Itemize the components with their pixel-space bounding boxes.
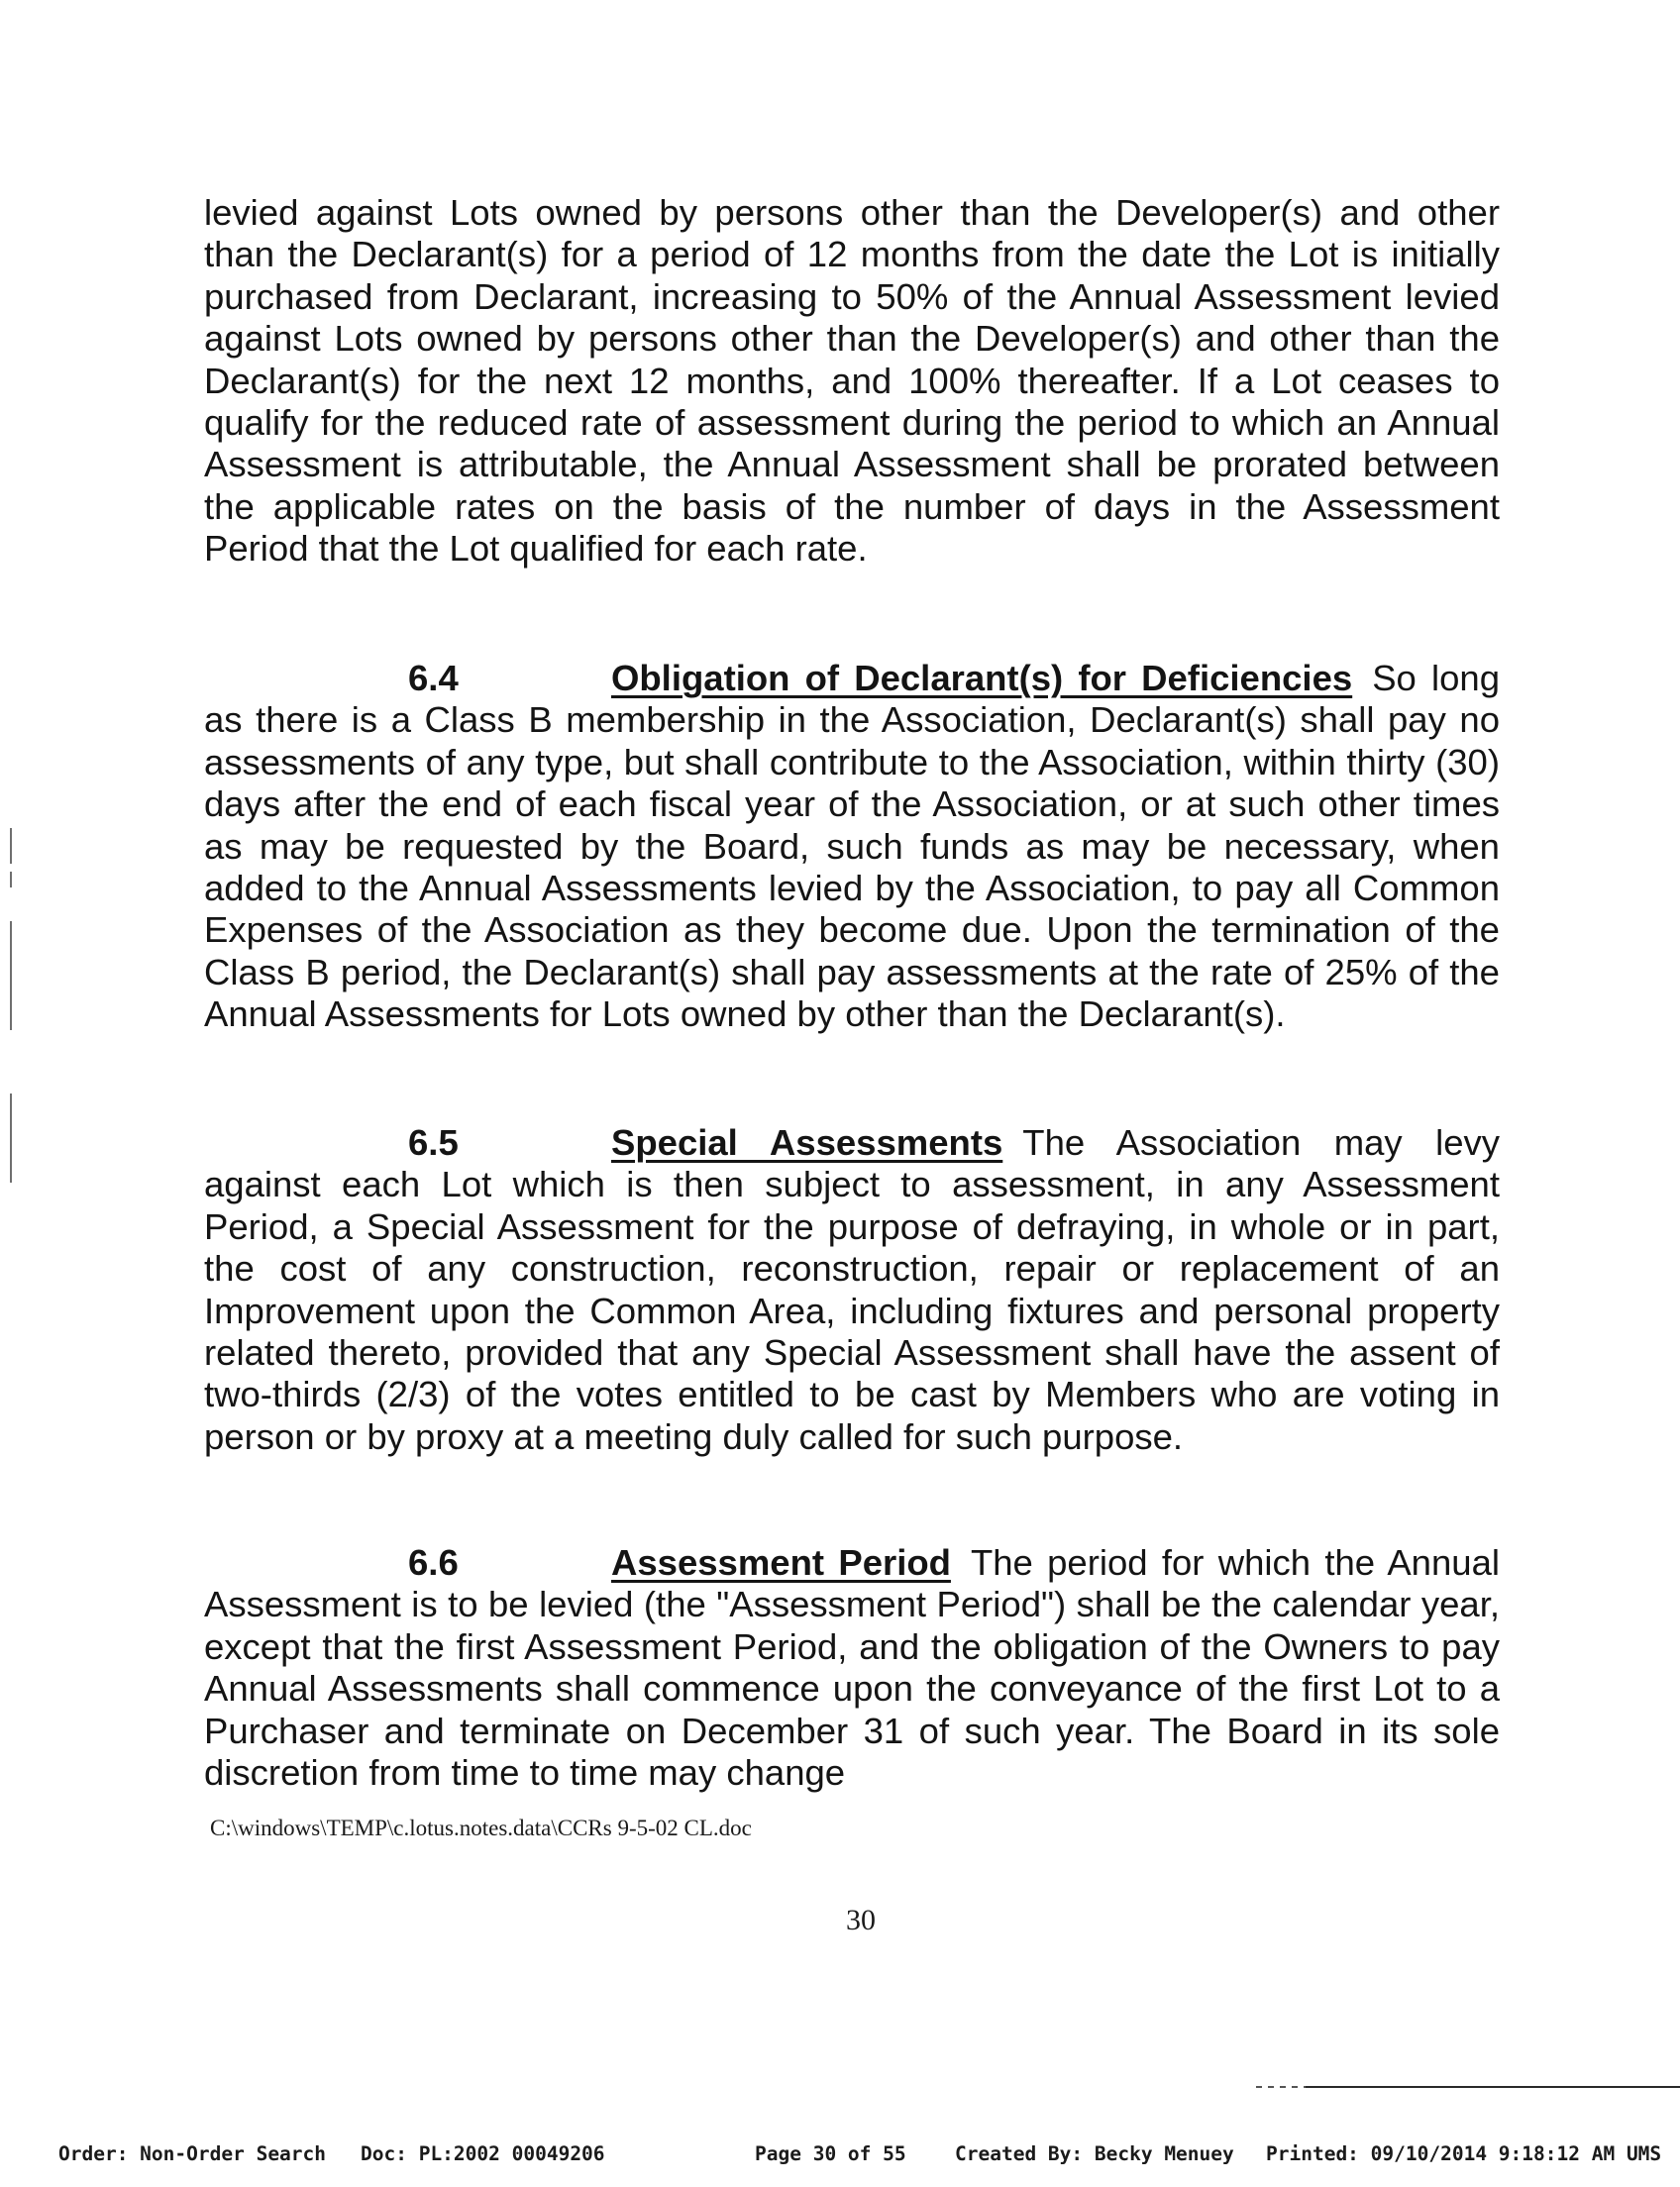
scan-mark xyxy=(10,921,12,1030)
section-6-6 xyxy=(204,1542,1500,1794)
section-title: Obligation of Declarant(s) for Deficiencies xyxy=(611,658,1353,698)
scan-mark xyxy=(10,828,12,864)
section-text: The period for which the Annual Assessment is to be levied (the "Assessment Period") shall be the calendar year, except that the first Assessment Period, and the obligation of the Owners to pay Annual Assessments shall commence upon the conveyance of the first Lot to a Purchaser and terminate on December 31 of such year. The Board in its sole discretion from time to time may change xyxy=(204,1542,1500,1794)
section-title: Assessment Period xyxy=(611,1542,951,1583)
section-6-4 xyxy=(204,658,1500,1036)
section-number: 6.6 xyxy=(408,1542,459,1583)
footer-divider-dashed xyxy=(1256,2086,1306,2088)
scan-mark xyxy=(10,1094,12,1183)
page-number: 30 xyxy=(846,1904,876,1936)
section-number: 6.4 xyxy=(408,658,459,698)
footer-order: Order: Non-Order Search xyxy=(58,2142,327,2165)
footer-printed: Printed: 09/10/2014 9:18:12 AM UMS xyxy=(1266,2142,1662,2165)
footer-created-by: Created By: Becky Menuey xyxy=(955,2142,1234,2165)
section-title: Special Assessments xyxy=(611,1122,1003,1163)
scan-mark xyxy=(10,872,12,887)
file-path: C:\windows\TEMP\c.lotus.notes.data\CCRs 9-5-02 CL.doc xyxy=(210,1816,752,1840)
footer-divider xyxy=(1306,2086,1680,2088)
section-6-5 xyxy=(204,1122,1500,1458)
section-text: So long as there is a Class B membership in the Association, Declarant(s) shall pay no assessments of any type, but shall contribute to the Association, within thirty (30) days after the end of each fiscal year of the Association, or at such other times as may be requested by the Board, such funds as may be necessary, when added to the Annual Assessments levied by the Association, to pay all Common Expenses of the Association as they become due. Upon the termination of the Class B period, the Declarant(s) shall pay assessments at the rate of 25% of the Annual Assessments for Lots owned by other than the Declarant(s). xyxy=(204,658,1500,1035)
section-text: The Association may levy against each Lot which is then subject to assessment, in any Assessment Period, a Special Assessment for the purpose of defraying, in whole or in part, the cost of any construction, reconstruction, repair or replacement of an Improvement upon the Common Area, including fixtures and personal property related thereto, provided that any Special Assessment shall have the assent of two-thirds (2/3) of the votes entitled to be cast by Members who are voting in person or by proxy at a meeting duly called for such purpose. xyxy=(204,1122,1501,1457)
continuation-paragraph: levied against Lots owned by persons other than the Developer(s) and other than the Declarant(s) for a period of 12 months from the date the Lot is initially purchased from Declarant, increasing to 50% of the Annual Assessment levied against Lots owned by persons other than the Developer(s) and other than the Declarant(s) for the next 12 months, and 100% thereafter. If a Lot ceases to qualify for the reduced rate of assessment during the period to which an Annual Assessment is attributable, the Annual Assessment shall be prorated between the applicable rates on the basis of the number of days in the Assessment Period that the Lot qualified for each rate. xyxy=(204,192,1500,570)
footer-page: Page 30 of 55 xyxy=(755,2142,906,2165)
section-number: 6.5 xyxy=(408,1122,459,1163)
footer-doc: Doc: PL:2002 00049206 xyxy=(361,2142,605,2165)
